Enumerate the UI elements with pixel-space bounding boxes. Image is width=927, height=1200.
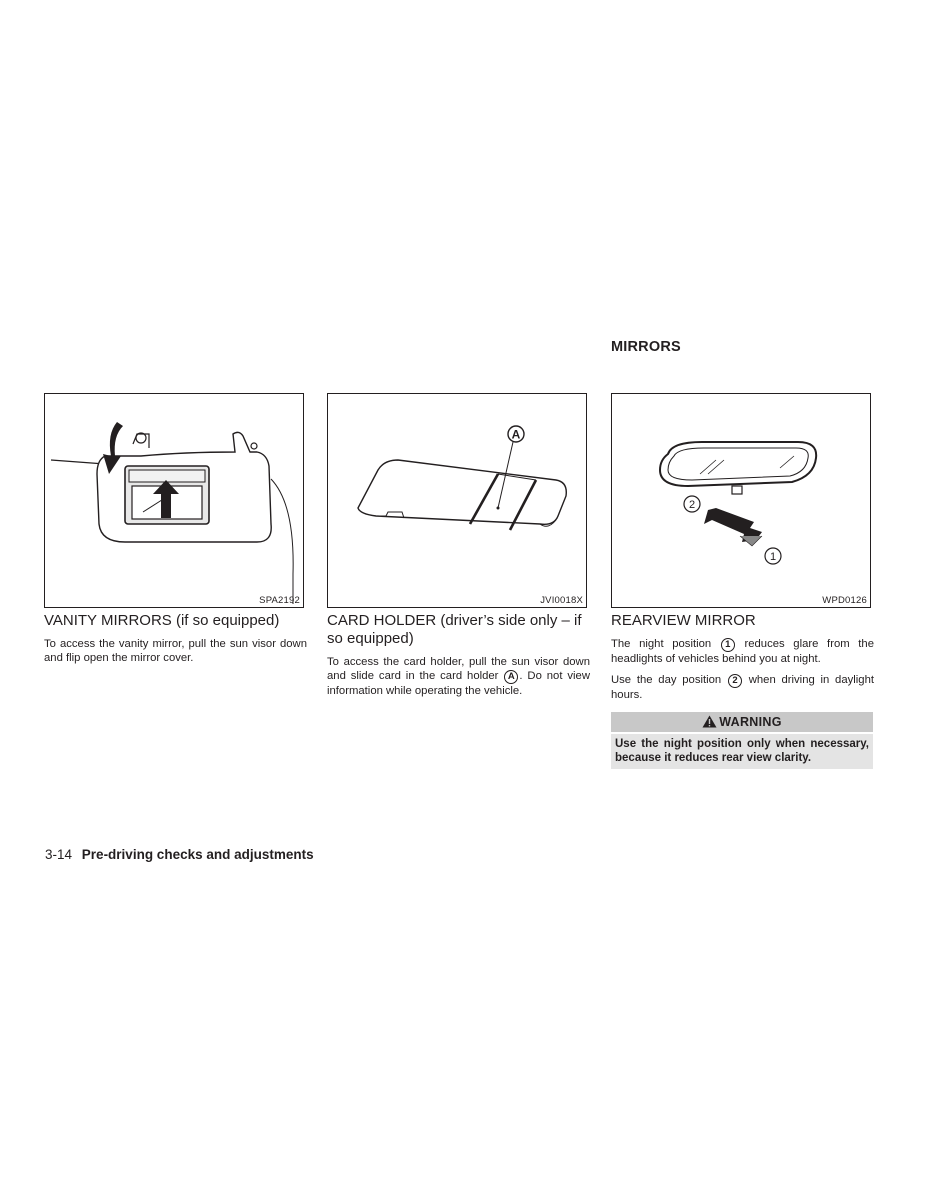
warning-label: WARNING bbox=[719, 715, 782, 729]
rearview-night-paragraph bbox=[611, 637, 874, 666]
column-vanity-mirrors bbox=[44, 612, 307, 672]
vanity-mirrors-body: To access the vanity mirror, pull the sun visor down and flip open the mirror cover. bbox=[44, 638, 307, 664]
page-number: 3-14 bbox=[45, 847, 73, 862]
night-text: The night position bbox=[611, 638, 720, 650]
figure-code: SPA2192 bbox=[259, 595, 300, 606]
rearview-day-paragraph bbox=[611, 673, 874, 702]
marker-2: 2 bbox=[728, 674, 742, 688]
figure-rearview-mirror bbox=[611, 393, 871, 608]
figure-code: JVI0018X bbox=[540, 595, 583, 606]
warning-triangle-icon bbox=[702, 715, 717, 728]
warning-header bbox=[611, 712, 873, 732]
rearview-mirror-illustration bbox=[612, 394, 872, 609]
warning-box bbox=[611, 712, 873, 769]
vanity-mirrors-title: VANITY MIRRORS (if so equipped) bbox=[44, 612, 280, 629]
column-card-holder bbox=[327, 612, 590, 705]
day-text-end: when driving in daylight hours. bbox=[611, 674, 874, 701]
marker-1: 1 bbox=[721, 638, 735, 652]
page-footer bbox=[45, 847, 314, 862]
card-holder-body bbox=[327, 655, 590, 698]
day-text: Use the day position bbox=[611, 674, 727, 686]
callout-a: A bbox=[511, 427, 521, 442]
card-holder-body-text: To access the card holder, pull the sun visor down and slide card in the card holder bbox=[327, 656, 590, 682]
column-rearview-mirror bbox=[611, 612, 874, 769]
card-holder-body-text-end: . Do not view information while operating the vehicle. bbox=[327, 670, 590, 697]
chapter-title: Pre-driving checks and adjustments bbox=[81, 847, 314, 862]
figure-vanity-mirror bbox=[44, 393, 304, 608]
figure-card-holder bbox=[327, 393, 587, 608]
callout-1: 1 bbox=[769, 551, 777, 563]
card-holder-illustration bbox=[328, 394, 588, 609]
vanity-mirror-illustration bbox=[45, 394, 305, 609]
warning-text: Use the night position only when necessary, because it reduces rear view clarity. bbox=[611, 734, 873, 769]
figure-code: WPD0126 bbox=[822, 595, 867, 606]
rearview-mirror-title: REARVIEW MIRROR bbox=[611, 612, 756, 629]
callout-2: 2 bbox=[688, 499, 696, 511]
section-heading-mirrors: MIRRORS bbox=[611, 339, 681, 355]
card-holder-title: CARD HOLDER (driver’s side only – if so equipped) bbox=[327, 612, 582, 647]
night-text-end: reduces glare from the headlights of vehicles behind you at night. bbox=[611, 638, 874, 665]
marker-a: A bbox=[504, 670, 518, 684]
